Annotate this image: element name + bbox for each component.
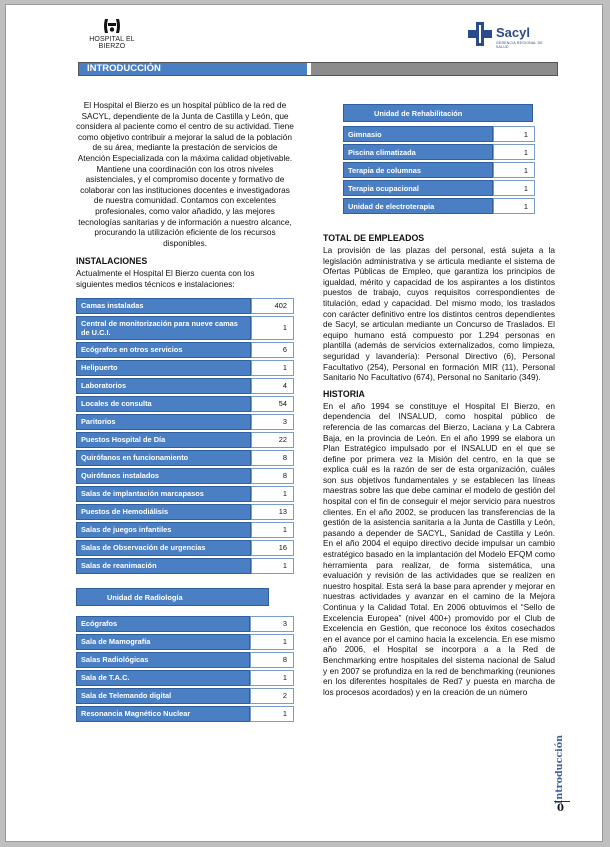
row-value: 22 <box>251 432 294 448</box>
row-value: 1 <box>493 144 535 160</box>
row-label: Sala de Telemando digital <box>76 688 250 704</box>
sacyl-brand-text: Sacyl <box>496 25 530 40</box>
row-label: Quirófanos en funcionamiento <box>76 450 251 466</box>
row-value: 13 <box>251 504 294 520</box>
row-label: Salas de Observación de urgencias <box>76 540 251 556</box>
row-label: Sala de T.A.C. <box>76 670 250 686</box>
row-label: Helipuerto <box>76 360 251 376</box>
table-row <box>76 540 294 556</box>
row-label: Central de monitorización para nueve camas de U.C.I. <box>76 316 251 340</box>
radiology-title: Unidad de Radiología <box>76 588 269 606</box>
hospital-emblem-icon <box>101 17 123 35</box>
row-label: Gimnasio <box>343 126 493 142</box>
installations-intro: Actualmente el Hospital El Bierzo cuenta con los siguientes medios técnicos e instalaciones: <box>76 268 255 289</box>
row-label: Piscina climatizada <box>343 144 493 160</box>
row-label: Puestos Hospital de Día <box>76 432 251 448</box>
table-row <box>76 450 294 466</box>
table-row <box>76 486 294 502</box>
row-label: Ecógrafos <box>76 616 250 632</box>
hospital-logo <box>76 17 148 50</box>
rehabilitation-table <box>343 124 535 216</box>
row-value: 1 <box>251 558 294 574</box>
row-label: Resonancia Magnético Nuclear <box>76 706 250 722</box>
table-row <box>76 396 294 412</box>
table-row <box>76 414 294 430</box>
sacyl-cross-icon <box>466 21 494 47</box>
row-value: 1 <box>493 162 535 178</box>
hospital-logo-text: HOSPITAL EL BIERZO <box>89 36 135 50</box>
row-value: 1 <box>493 180 535 196</box>
history-heading: HISTORIA <box>323 388 365 399</box>
table-row <box>343 180 535 196</box>
table-row <box>76 634 294 650</box>
page-number-rule <box>554 801 570 802</box>
row-value: 4 <box>251 378 294 394</box>
row-value: 3 <box>250 616 294 632</box>
table-row <box>76 298 294 314</box>
row-label: Quirófanos instalados <box>76 468 251 484</box>
row-value: 402 <box>251 298 294 314</box>
side-section-label: Introducción <box>554 735 565 805</box>
row-value: 1 <box>251 316 294 340</box>
row-value: 6 <box>251 342 294 358</box>
table-row <box>76 468 294 484</box>
page-number: 0 <box>557 803 564 814</box>
row-label: Salas de implantación marcapasos <box>76 486 251 502</box>
table-row <box>76 688 294 704</box>
installations-table <box>76 296 294 576</box>
table-row <box>76 706 294 722</box>
row-value: 16 <box>251 540 294 556</box>
section-title-bar <box>78 62 558 76</box>
table-row <box>76 504 294 520</box>
title-bar-blue <box>79 63 307 75</box>
row-value: 1 <box>251 486 294 502</box>
row-label: Unidad de electroterapia <box>343 198 493 214</box>
row-label: Puestos de Hemodiálisis <box>76 504 251 520</box>
row-label: Terapia ocupacional <box>343 180 493 196</box>
table-row <box>76 670 294 686</box>
row-value: 1 <box>250 670 294 686</box>
row-value: 1 <box>493 126 535 142</box>
staff-heading: TOTAL DE EMPLEADOS <box>323 233 425 243</box>
table-row <box>76 652 294 668</box>
table-row <box>76 342 294 358</box>
installations-heading: INSTALACIONES <box>76 256 148 267</box>
sacyl-logo <box>466 21 546 51</box>
row-value: 2 <box>250 688 294 704</box>
row-value: 3 <box>251 414 294 430</box>
left-column <box>76 100 294 724</box>
table-row <box>343 198 535 214</box>
row-label: Camas instaladas <box>76 298 251 314</box>
table-row <box>76 316 294 340</box>
row-label: Paritorios <box>76 414 251 430</box>
rehabilitation-title: Unidad de Rehabilitación <box>343 104 533 122</box>
table-row <box>76 378 294 394</box>
row-value: 1 <box>493 198 535 214</box>
row-label: Salas de juegos infantiles <box>76 522 251 538</box>
intro-paragraph: El Hospital el Bierzo es un hospital público de la red de SACYL, dependiente de la Junta de Castilla y León, que considera al paciente como el centro de su actividad. Tiene como objetivo contribuir a mejorar la salud de la población de su área, mediante la prestación de servicios de Atención Especializada con la máxima calidad objetivable. Mantiene una coordinación con los otros niveles asistenciales, y el compromiso docente y formativo de colaborar con las instituciones docentes e investigadoras de nuestra comunidad. Contamos con excelentes profesionales, como valor añadido, y las mejores tecnologías sanitarias y de información a nuestro alcance, procurando la utilización eficiente de los recursos disponibles. <box>76 100 294 248</box>
table-row <box>76 616 294 632</box>
table-row <box>343 162 535 178</box>
sacyl-subtitle: GERENCIA REGIONAL DE SALUD <box>496 41 543 49</box>
row-value: 8 <box>251 468 294 484</box>
table-row <box>343 126 535 142</box>
radiology-unit <box>76 588 294 724</box>
row-label: Terapia de columnas <box>343 162 493 178</box>
row-value: 1 <box>250 634 294 650</box>
table-row <box>76 360 294 376</box>
row-value: 1 <box>251 360 294 376</box>
document-page <box>5 4 603 842</box>
history-text: En el año 1994 se constituye el Hospital El Bierzo, en dependencia del INSALUD, como hospital público de referencia de las comarcas del Bierzo, Laciana y La Cabrera Baja, en la provincia de León. En el año 1999 se elabora un Plan Estratégico impulsado por el INSALUD en el que se define por primera vez la Misión del centro, en la que se explica cuál es la razón de ser de esta organización, cuáles son sus objetivos fundamentales y se establecen las líneas maestras sobre las que debe caminar el modelo de gestión del hospital con el fin de conseguir el mejor servicio para nuestros clientes. En el año 2002, se producen las transferencias de la gestión de la asistencia sanitaria a la Junta de Castilla y León, pasando a depender de SACYL, Sanidad de Castilla y León. En el año 2004 el equipo directivo decide impulsar un cambio estratégico basado en la implantación del Modelo EFQM como herramienta para realizar, de forma sistemática, una evaluación y revisión de las actividades que se realizen en nuestro hospital. Esta será la base para aprender y mejorar en nuestras actividades y avanzar en el camino de la Mejora Continua y la Calidad Total. En 2006 obtuvimos el “Sello de Excelencia Europea” (nivel 400+) promovido por el Club de Excelencia en Gestión, que reconoce los éxitos cosechados en el avance por el camino hacia la excelencia. En ese mismo año 2006, el Hospital se incorpora a a la Red de Benchmarking entre hospitales del sistema nacional de Salud y en 2007 se profundiza en la red de benchmarking (reuniones en los diferentes hospitales de Red7 y puesta en marcha de los procesos acordados) y en la creación de un número <box>323 400 555 697</box>
row-value: 54 <box>251 396 294 412</box>
row-value: 8 <box>251 450 294 466</box>
table-row <box>343 144 535 160</box>
section-title: INTRODUCCIÓN <box>87 63 161 74</box>
row-label: Locales de consulta <box>76 396 251 412</box>
row-value: 1 <box>250 706 294 722</box>
row-label: Salas de reanimación <box>76 558 251 574</box>
rehabilitation-unit <box>343 104 535 216</box>
staff-text: La provisión de las plazas del personal, está sujeta a la legislación administrativa y se articula mediante el sistema de Ofertas Públicas de Empleo, que garantiza los principios de igualdad, mérito y capacidad de los aspirantes a los distintos puestos de trabajo, cuyos requisitos correspondientes de titulación, edad y capacidad. Del mismo modo, los traslados con carácter definitivo entre los distintos centros dependientes de Sacyl, se articulan mediante un Concurso de Traslados. El equipo humano está compuesto por 1.294 personas en plantilla (además de servicios externalizados, como limpieza, seguridad y lavandería): Personal Directivo (6), Personal Facultativo (254), Personal en formación MIR (11), Personal Sanitario No Facultativo (674), Personal no Sanitario (349). <box>323 245 555 383</box>
table-row <box>76 558 294 574</box>
row-label: Ecógrafos en otros servicios <box>76 342 251 358</box>
row-label: Laboratorios <box>76 378 251 394</box>
row-value: 8 <box>250 652 294 668</box>
table-row <box>76 432 294 448</box>
row-label: Sala de Mamografía <box>76 634 250 650</box>
right-column <box>323 225 555 697</box>
row-label: Salas Radiológicas <box>76 652 250 668</box>
row-value: 1 <box>251 522 294 538</box>
table-row <box>76 522 294 538</box>
title-bar-gray <box>311 63 557 75</box>
radiology-table <box>76 614 294 724</box>
